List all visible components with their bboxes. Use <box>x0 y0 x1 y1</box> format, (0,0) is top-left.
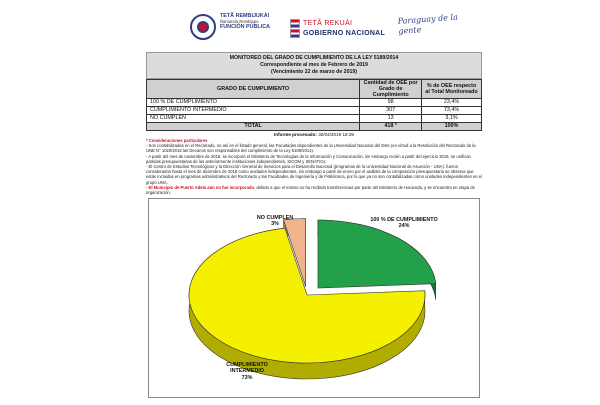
note-item <box>146 185 482 195</box>
column-header: % de OEE respecto al Total Monitoreado <box>422 80 482 99</box>
note-item: - Son contabilizadas en el Rectorado, no así en el listado general, las Facultades dependientes de la Universidad Nacional del Este (en virtud a la Resolución del Rectorado de la UNE N° 1020/2016 las Decanos son responsables del cumplimiento de la Ley 5189/2014). <box>146 143 476 154</box>
pie-chart-frame <box>148 198 480 398</box>
gov-line2: GOBIERNO NACIONAL <box>303 29 386 37</box>
notes-section <box>146 138 482 195</box>
report-period: Correspondiente al mes de Febrero de 2019 <box>260 62 368 68</box>
table-total-row <box>147 123 482 131</box>
slice-category: NO CUMPLEN <box>256 215 294 221</box>
slice-label-intermedio <box>211 362 283 381</box>
document-page <box>140 8 488 403</box>
org-line2: Ñamandu Rembiapo <box>220 19 259 24</box>
national-seal-icon <box>190 14 216 40</box>
note-text: , debido a que el mismo no ha recibido transferencias por parte del Ministerio de Hacienda, y se encuentra en etapa de organización. <box>146 184 475 196</box>
row-count: 13 <box>360 115 422 123</box>
total-asterisk: * <box>394 123 397 129</box>
slice-category: CUMPLIMIENTO INTERMEDIO <box>226 362 268 375</box>
slice-value: 24% <box>398 223 410 230</box>
total-pct: 100% <box>422 123 482 131</box>
row-count: 98 <box>360 99 422 107</box>
row-pct: 3,1% <box>422 115 482 123</box>
row-label: NO CUMPLEN <box>147 115 360 123</box>
report-deadline: (Vencimiento 22 de marzo de 2019) <box>271 69 357 75</box>
gov-line1: TETÃ REKUÁI <box>303 19 353 27</box>
notes-heading: * Consideraciones particulares <box>146 138 208 143</box>
total-count: 418 <box>384 123 394 129</box>
row-label: 100 % DE CUMPLIMIENTO <box>147 99 360 107</box>
function-publica-logo <box>220 13 280 30</box>
column-header: GRADO DE CUMPLIMIENTO <box>147 80 360 99</box>
slogan: Paraguay de la gente <box>397 12 459 36</box>
table-row <box>147 115 482 123</box>
org-line1: TETÃ REMBIJUKÁI <box>220 13 270 19</box>
org-line3: FUNCIÓN PÚBLICA <box>220 24 271 30</box>
processed-value: 30/04/2019 18:39 <box>318 132 354 137</box>
compliance-table <box>146 79 482 131</box>
column-header: Cantidad de OEE por Grado de Cumplimiento <box>360 80 422 99</box>
slice-value: 3% <box>271 221 279 228</box>
table-header-row <box>147 80 482 99</box>
flag-icon <box>290 19 300 28</box>
note-item: - El Centro de Estudios Tecnológicos y la Dirección General de Servicios para el Desarrollo Nacional (programas de la Universidad Nacional de Asunción - UNA). fueron considerados hasta el mes de diciembre de 2018 como unidades independientes, sin embargo a partir de enero por el análisis de la composición presupuestaria se observa que están incluidas en programas administrativos del Rectorado y las Facultades de Ingeniería y de Politécnica, por lo que ya no son contabilizadas como unidades independientes en el grupo UNA. <box>146 164 482 185</box>
note-item: - A partir del mes de noviembre de 2018, se incorporó el Ministerio de Tecnologías de la Información y Comunicación, sin embargo recién a partir del ejercicio 2019, se unifican partidas presupuestarias de las anteriormente instituciones independientes, SICOM y SENATICs. <box>146 153 471 164</box>
slice-100-cumplimiento <box>318 220 436 288</box>
total-label: TOTAL <box>147 123 360 131</box>
total-count-cell <box>360 123 422 131</box>
flag-icon <box>290 29 300 38</box>
table-row <box>147 99 482 107</box>
row-label: CUMPLIMIENTO INTERMEDIO <box>147 107 360 115</box>
slice-label-100 <box>369 217 439 230</box>
report-title-box <box>146 52 482 79</box>
report-title: MONITOREO DEL GRADO DE CUMPLIMIENTO DE LA LEY 5189/2014 <box>229 55 399 61</box>
processed-date <box>146 132 482 137</box>
slice-category: 100 % DE CUMPLIMIENTO <box>370 217 438 223</box>
letterhead <box>140 8 488 48</box>
processed-label: Informe procesado: <box>274 132 317 137</box>
gobierno-nacional-logo <box>290 18 385 38</box>
row-pct: 73,4% <box>422 107 482 115</box>
row-count: 307 <box>360 107 422 115</box>
note-highlight: - El Municipio de Puerto Adela aún no fue incorporado <box>146 184 255 190</box>
slice-label-nocumplen <box>253 215 297 228</box>
slice-value: 73% <box>241 374 253 381</box>
table-row <box>147 107 482 115</box>
row-pct: 23,4% <box>422 99 482 107</box>
